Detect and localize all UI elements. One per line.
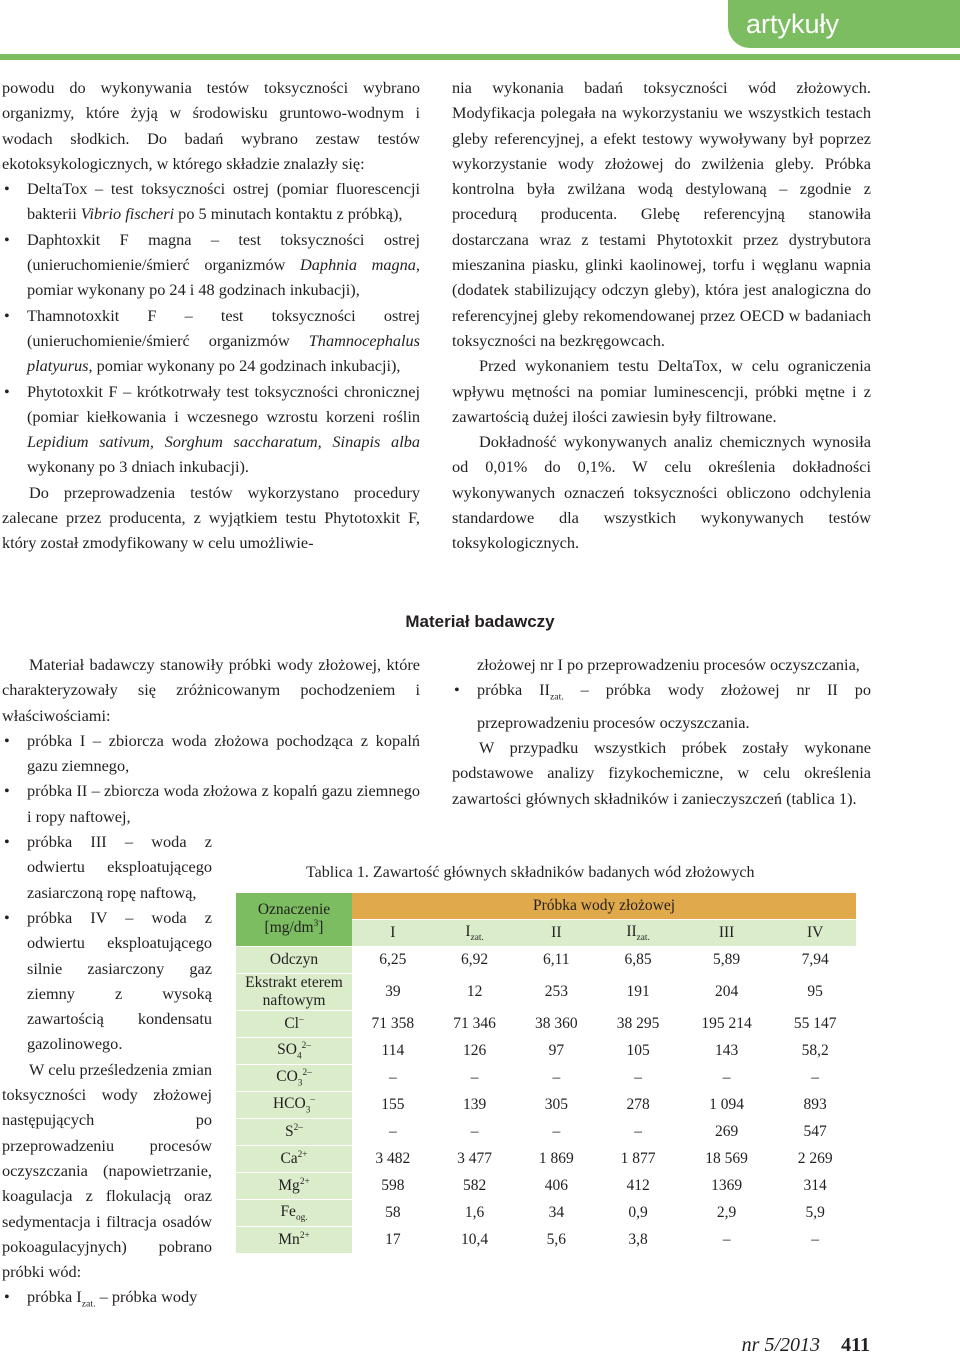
table-cell: 38 295 [597,1011,679,1038]
column-header: I [352,920,434,947]
table-cell: 55 147 [774,1011,856,1038]
row-label: $S^{2-}$ [236,1119,352,1146]
table-cell: 5,9 [774,1200,856,1227]
row-label: $Ca^{2+}$ [236,1146,352,1173]
paragraph: nia wykonania badań toksyczności wód złożowych. Modyfikacja polegała na wykorzystaniu we wszystkich testach gleby referencyjnej, a efekt testowy wywoływany był poprzez wykorzystanie wody złożowej do zwilżenia gleby. Próbka kontrolna była zwilżana wodą destylowaną – zgodnie z procedurą producenta. Glebę referencyjną stanowiła dostarczana wraz z testami Phytotoxkit przez dystrybutora mieszanina piasku, glinki kaolinowej, torfu i węglanu wapnia (dodatek stabilizujący odczyn gleby), która jest analogiczna do referencyjnej gleby rekomendowanej przez OECD w badaniach toksyczności na bezkręgowcach. [452,78,871,350]
row-label: $SO_4^{2-}$ [236,1038,352,1065]
table-cell: 3 482 [352,1146,434,1173]
paragraph: Do przeprowadzenia testów wykorzystano procedury zalecane przez producenta, z wyjątkiem testu Phytotoxkit F, który został zmodyfikowany w celu umożliwie- [2,482,420,553]
table-cell: 97 [515,1038,597,1065]
paragraph: Materiał badawczy stanowiły próbki wody złożowej, które charakteryzowały się zróżnicowanym pochodzeniem i właściwościami: [2,655,420,725]
list-item: • próbka $I_{zat.}$ – próbka wody [2,1284,212,1317]
table-row [236,1092,856,1119]
table-cell: – [515,1119,597,1146]
row-label: $Fe_{og.}$ [236,1200,352,1227]
column-header: $I_{zat.}$ [434,920,516,947]
table-cell: 406 [515,1173,597,1200]
column-header: $II_{zat.}$ [597,920,679,947]
table-cell: 114 [352,1038,434,1065]
table-cell: 5,89 [679,947,774,974]
table-caption: Tablica 1. Zawartość głównych składników badanych wód złożowych [306,864,755,881]
table-cell: 2 269 [774,1146,856,1173]
table-cell: 12 [434,974,516,1011]
table-row [236,974,856,1011]
table-cell: 6,11 [515,947,597,974]
table-cell: 2,9 [679,1200,774,1227]
table-cell: 1 869 [515,1146,597,1173]
table-cell: 143 [679,1038,774,1065]
table-cell: – [352,1065,434,1092]
paragraph: W celu prześledzenia zmian toksyczności wody złożowej następujących po przeprowadzeniu procesów oczyszczania (napowietrzanie, koagulacja z flokulacją oraz sedymentacja i filtracja osadów pokoagulacyjnych) pobrano próbki wód: [2,1059,212,1282]
table-cell: – [434,1065,516,1092]
row-label: $Mn^{2+}$ [236,1227,352,1254]
header-rule [0,54,960,60]
table-header-row [236,893,856,920]
table-cell: 5,6 [515,1227,597,1254]
table-cell: 139 [434,1092,516,1119]
table-cell: 0,9 [597,1200,679,1227]
table-cell: 195 214 [679,1011,774,1038]
table-row [236,947,856,974]
wrapped-text [2,829,212,1317]
top-right-column [452,75,871,556]
table-cell: 269 [679,1119,774,1146]
column-header: IV [774,920,856,947]
table-cell: – [352,1119,434,1146]
table-cell: – [597,1065,679,1092]
paragraph: Przed wykonaniem testu DeltaTox, w celu ograniczenia wpływu mętności na pomiar luminescencji, próbki mętne i z zawartością dużej ilości zawiesin były filtrowane. [452,356,871,426]
table-cell: 582 [434,1173,516,1200]
table-cell: 38 360 [515,1011,597,1038]
table-cell: 204 [679,974,774,1011]
table-cell: 105 [597,1038,679,1065]
table-cell: – [515,1065,597,1092]
table-cell: 1 094 [679,1092,774,1119]
row-label: Ekstrakt eterem naftowym [236,974,352,1011]
bottom-right-column [452,652,871,811]
header-label-cell: Oznaczenie $[mg/dm^3]$ [236,893,352,947]
table-cell: 1369 [679,1173,774,1200]
table-cell: 1,6 [434,1200,516,1227]
table-cell: 253 [515,974,597,1011]
row-label: Odczyn [236,947,352,974]
table-cell: 412 [597,1173,679,1200]
table-cell: 71 358 [352,1011,434,1038]
top-left-column [2,75,420,556]
table-cell: 598 [352,1173,434,1200]
table-cell: 305 [515,1092,597,1119]
table-cell: – [679,1065,774,1092]
table-cell: – [434,1119,516,1146]
list-item: • Thamnotoxkit F – test toksyczności ostrej (unieruchomienie/śmierć organizmów Thamnocephalus platyurus, pomiar wykonany po 24 godzinach inkubacji), [2,303,420,379]
list-item: • DeltaTox – test toksyczności ostrej (pomiar fluorescencji bakterii Vibrio fischeri po 5 minutach kontaktu z próbką), [2,176,420,227]
table-cell: 191 [597,974,679,1011]
page-number: 411 [841,1334,870,1356]
paragraph: W przypadku wszystkich próbek zostały wykonane podstawowe analizy fizykochemiczne, w celu określenia zawartości głównych składników i zanieczyszczeń (tablica 1). [452,738,871,808]
column-header: II [515,920,597,947]
issue-label: nr 5/2013 [741,1334,820,1356]
row-label: $CO_3^{2-}$ [236,1065,352,1092]
list-item: • Daphtoxkit F magna – test toksyczności ostrej (unieruchomienie/śmierć organizmów Daphnia magna, pomiar wykonany po 24 i 48 godzinach inkubacji), [2,227,420,303]
table-row [236,1038,856,1065]
list-item: • próbka IV – woda z odwiertu eksploatującego silnie zasiarczony gaz ziemny z wysoką zawartością kondensatu gazolinowego. [2,905,212,1057]
row-label: $Mg^{2+}$ [236,1173,352,1200]
table-cell: – [774,1065,856,1092]
table-row [236,1200,856,1227]
table-cell: 95 [774,974,856,1011]
table-cell: 6,85 [597,947,679,974]
table-cell: 58,2 [774,1038,856,1065]
table-row [236,1227,856,1254]
paragraph: Dokładność wykonywanych analiz chemicznych wynosiła od 0,01% do 0,1%. W celu określenia dokładności wykonywanych oznaczeń toksyczności obliczono odchylenia standardowe dla wszystkich wykonywanych testów toksykologicznych. [452,432,871,553]
list-item: • próbka I – zbiorcza woda złożowa pochodząca z kopalń gazu ziemnego, [2,728,420,779]
table-cell: 39 [352,974,434,1011]
table-cell: 3 477 [434,1146,516,1173]
test-list [2,176,420,480]
table-cell: 314 [774,1173,856,1200]
table-cell: 6,25 [352,947,434,974]
table-cell: 17 [352,1227,434,1254]
paragraph: złożowej nr I po przeprowadzeniu procesów oczyszczania, [477,655,860,674]
section-tab [728,0,960,48]
table-cell: 10,4 [434,1227,516,1254]
table-row [236,1011,856,1038]
table-cell: 7,94 [774,947,856,974]
table-row [236,1146,856,1173]
column-header: III [679,920,774,947]
section-tab-label: artykuły [746,9,840,39]
table-row [236,1065,856,1092]
table-cell: 155 [352,1092,434,1119]
table-cell: 6,92 [434,947,516,974]
group-header: Próbka wody złożowej [352,893,856,920]
paragraph: powodu do wykonywania testów toksyczności wybrano organizmy, które żyją w środowisku gruntowo-wodnym i wodach słodkich. Do badań wybrano zestaw testów ekotoksykologicznych, w którego składzie znalazły się: [2,78,420,173]
list-item: • próbka II – zbiorcza woda złożowa z kopalń gazu ziemnego i ropy naftowej, [2,778,420,829]
table-cell: 34 [515,1200,597,1227]
table-cell: 547 [774,1119,856,1146]
table-cell: 18 569 [679,1146,774,1173]
list-item: • Phytotoxkit F – krótkotrwały test toksyczności chronicznej (pomiar kiełkowania i wczesnego wzrostu korzeni roślin Lepidium sativum, Sorghum saccharatum, Sinapis alba wykonany po 3 dniach inkubacji). [2,379,420,480]
table-cell: 3,8 [597,1227,679,1254]
table-cell: 58 [352,1200,434,1227]
row-label: Cl– [236,1011,352,1038]
table-cell: 278 [597,1092,679,1119]
table-cell: – [597,1119,679,1146]
table-cell: 71 346 [434,1011,516,1038]
table-cell: – [679,1227,774,1254]
row-label: $HCO_3^-$ [236,1092,352,1119]
data-table [236,893,856,1254]
table-row [236,1119,856,1146]
table-cell: 893 [774,1092,856,1119]
list-item: • próbka $II_{zat.}$ – próbka wody złożowej nr II po przeprowadzeniu procesów oczyszczania. [452,677,871,735]
table-row [236,1173,856,1200]
list-item: • próbka III – woda z odwiertu eksploatującego zasiarczoną ropę naftową, [2,829,212,905]
table-cell: 1 877 [597,1146,679,1173]
table-cell: – [774,1227,856,1254]
table-cell: 126 [434,1038,516,1065]
sample-list [2,728,420,829]
section-title: Materiał badawczy [405,612,555,631]
